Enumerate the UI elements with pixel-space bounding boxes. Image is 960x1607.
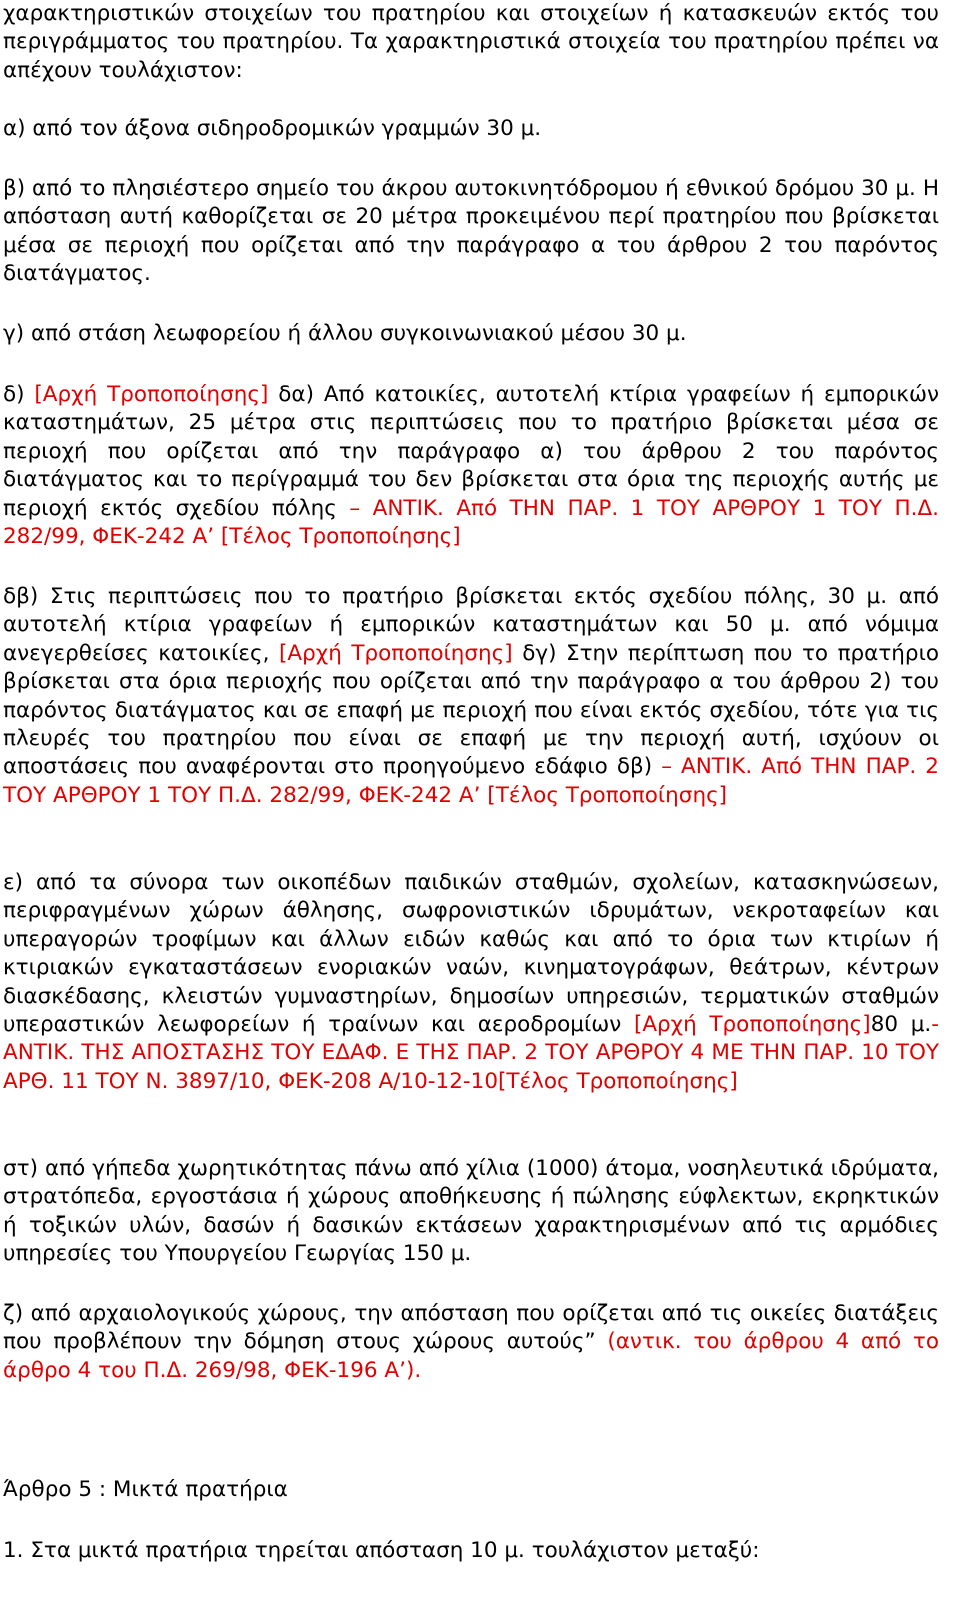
article-paragraph-1: 1. Στα μικτά πρατήρια τηρείται απόσταση 10 μ. τουλάχιστον μεταξύ: [3,1538,760,1563]
item-dg-text: δγ) Στην περίπτωση που το πρατήριο βρίσκεται στα όρια περιοχής που ορίζεται από την παράγραφο α του άρθρου 2) του παρόντος διατάγματος και σε επαφή με περιοχή που είναι εκτός σχεδίου, τότε για τις πλευρές του πρατηρίου που είναι σε επαφή με την περιοχή αυτή, ισχύουν οι αποστάσεις που αναφέρονται στο προηγούμενο εδάφιο δβ) [3,640,939,780]
item-z [3,1300,939,1385]
item-d [3,381,939,551]
amendment-start-marker: [Αρχή Τροποποίησης] [279,640,513,666]
intro-paragraph: χαρακτηριστικών στοιχείων του πρατηρίου και στοιχείων ή κατασκευών εκτός του περιγράμματος του πρατηρίου. Τα χαρακτηριστικά στοιχεία του πρατηρίου πρέπει να απέχουν τουλάχιστον: [3,1,939,83]
item-e [3,869,939,1096]
item-db-text: δβ) Στις περιπτώσεις που το πρατήριο βρίσκεται εκτός σχεδίου πόλης, 30 μ. από αυτοτελή κτίρια γραφείων ή εμπορικών καταστημάτων και 50 μ. από νόμιμα ανεγερθείσες κατοικίες, [3,584,939,666]
item-a: α) από τον άξονα σιδηροδρομικών γραμμών 30 μ. [3,116,542,141]
item-st: στ) από γήπεδα χωρητικότητας πάνω από χίλια (1000) άτομα, νοσηλευτικά ιδρύματα, στρατόπεδα, εργοστάσια ή χώρους αποθήκευσης ή πώλησης εύφλεκτων, εκρηκτικών ή τοξικών υλών, δασών ή δασικών εκτάσεων χαρακτηρισμένων από τις αρμόδιες υπηρεσίες του Υπουργείου Γεωργίας 150 μ. [3,1156,939,1267]
item-b: β) από το πλησιέστερο σημείο του άκρου αυτοκινητόδρομου ή εθνικού δρόμου 30 μ. Η απόσταση αυτή καθορίζεται σε 20 μέτρα προκειμένου περί πρατηρίου που βρίσκεται μέσα σε περιοχή που ορίζεται από την παράγραφο α του άρθρου 2 του παρόντος διατάγματος. [3,176,939,287]
item-d-prefix: δ) [3,382,35,407]
item-e-value: 80 μ. [870,1012,932,1038]
item-z-text: ζ) από αρχαιολογικούς χώρους, την απόσταση που ορίζεται από τις οικείες διατάξεις που προβλέπουν την δόμηση στους χώρους αυτούς” [3,1301,939,1355]
amendment-start-marker: [Αρχή Τροποποίησης] [34,382,269,407]
amendment-start-marker: [Αρχή Τροποποίησης] [633,1012,871,1038]
item-e-text: ε) από τα σύνορα των οικοπέδων παιδικών σταθμών, σχολείων, κατασκηνώσεων, περιφραγμένων χώρων άθλησης, σωφρονιστικών ιδρυμάτων, νεκροταφείων και υπεραγορών τροφίμων και άλλων ειδών καθώς και από το όρια των κτιρίων ή κτιριακών εγκαταστάσεων ενοριακών ναών, κινηματογράφων, θεάτρων, κέντρων διασκέδασης, κλειστών γυμναστηρίων, δημοσίων υπηρεσιών, τερματικών σταθμών υπεραστικών λεωφορείων ή τραίνων και αεροδρομίων [3,870,939,1038]
amendment-note: - ΑΝΤΙΚ. ΤΗΣ ΑΠΟΣΤΑΣΗΣ ΤΟΥ ΕΔΑΦ. Ε ΤΗΣ ΠΑΡ. 2 ΤΟΥ ΑΡΘΡΟΥ 4 ΜΕ ΤΗΝ ΠΑΡ. 10 ΤΟΥ ΑΡΘ. 11 ΤΟΥ Ν. 3897/10, ΦΕΚ-208 Α/10-12-10[Τέλος Τροποποίησης] [3,1012,939,1094]
article-heading: Άρθρο 5 : Μικτά πρατήρια [3,1477,288,1502]
item-d-text: δα) Από κατοικίες, αυτοτελή κτίρια γραφείων ή εμπορικών καταστημάτων, 25 μέτρα στις περιπτώσεις που το πρατήριο βρίσκεται μέσα σε περιοχή που ορίζεται από την παράγραφο α) του άρθρου 2 του παρόντος διατάγματος και το περίγραμμά του δεν βρίσκεται στα όρια της περιοχής αυτής με περιοχή εκτός σχεδίου πόλης [3,382,939,521]
amendment-note: (αντικ. του άρθρου 4 από το άρθρο 4 του Π.Δ. 269/98, ΦΕΚ-196 Α’). [3,1329,939,1383]
amendment-note: – ΑΝΤΙΚ. Από ΤΗΝ ΠΑΡ. 1 ΤΟΥ ΑΡΘΡΟΥ 1 ΤΟΥ Π.Δ. 282/99, ΦΕΚ-242 Α’ [Τέλος Τροποποίησης] [3,495,939,550]
item-db [3,583,939,810]
item-c: γ) από στάση λεωφορείου ή άλλου συγκοινωνιακού μέσου 30 μ. [3,321,687,346]
amendment-note: – ΑΝΤΙΚ. Από ΤΗΝ ΠΑΡ. 2 ΤΟΥ ΑΡΘΡΟΥ 1 ΤΟΥ Π.Δ. 282/99, ΦΕΚ-242 Α’ [Τέλος Τροποποίησης] [3,754,939,808]
